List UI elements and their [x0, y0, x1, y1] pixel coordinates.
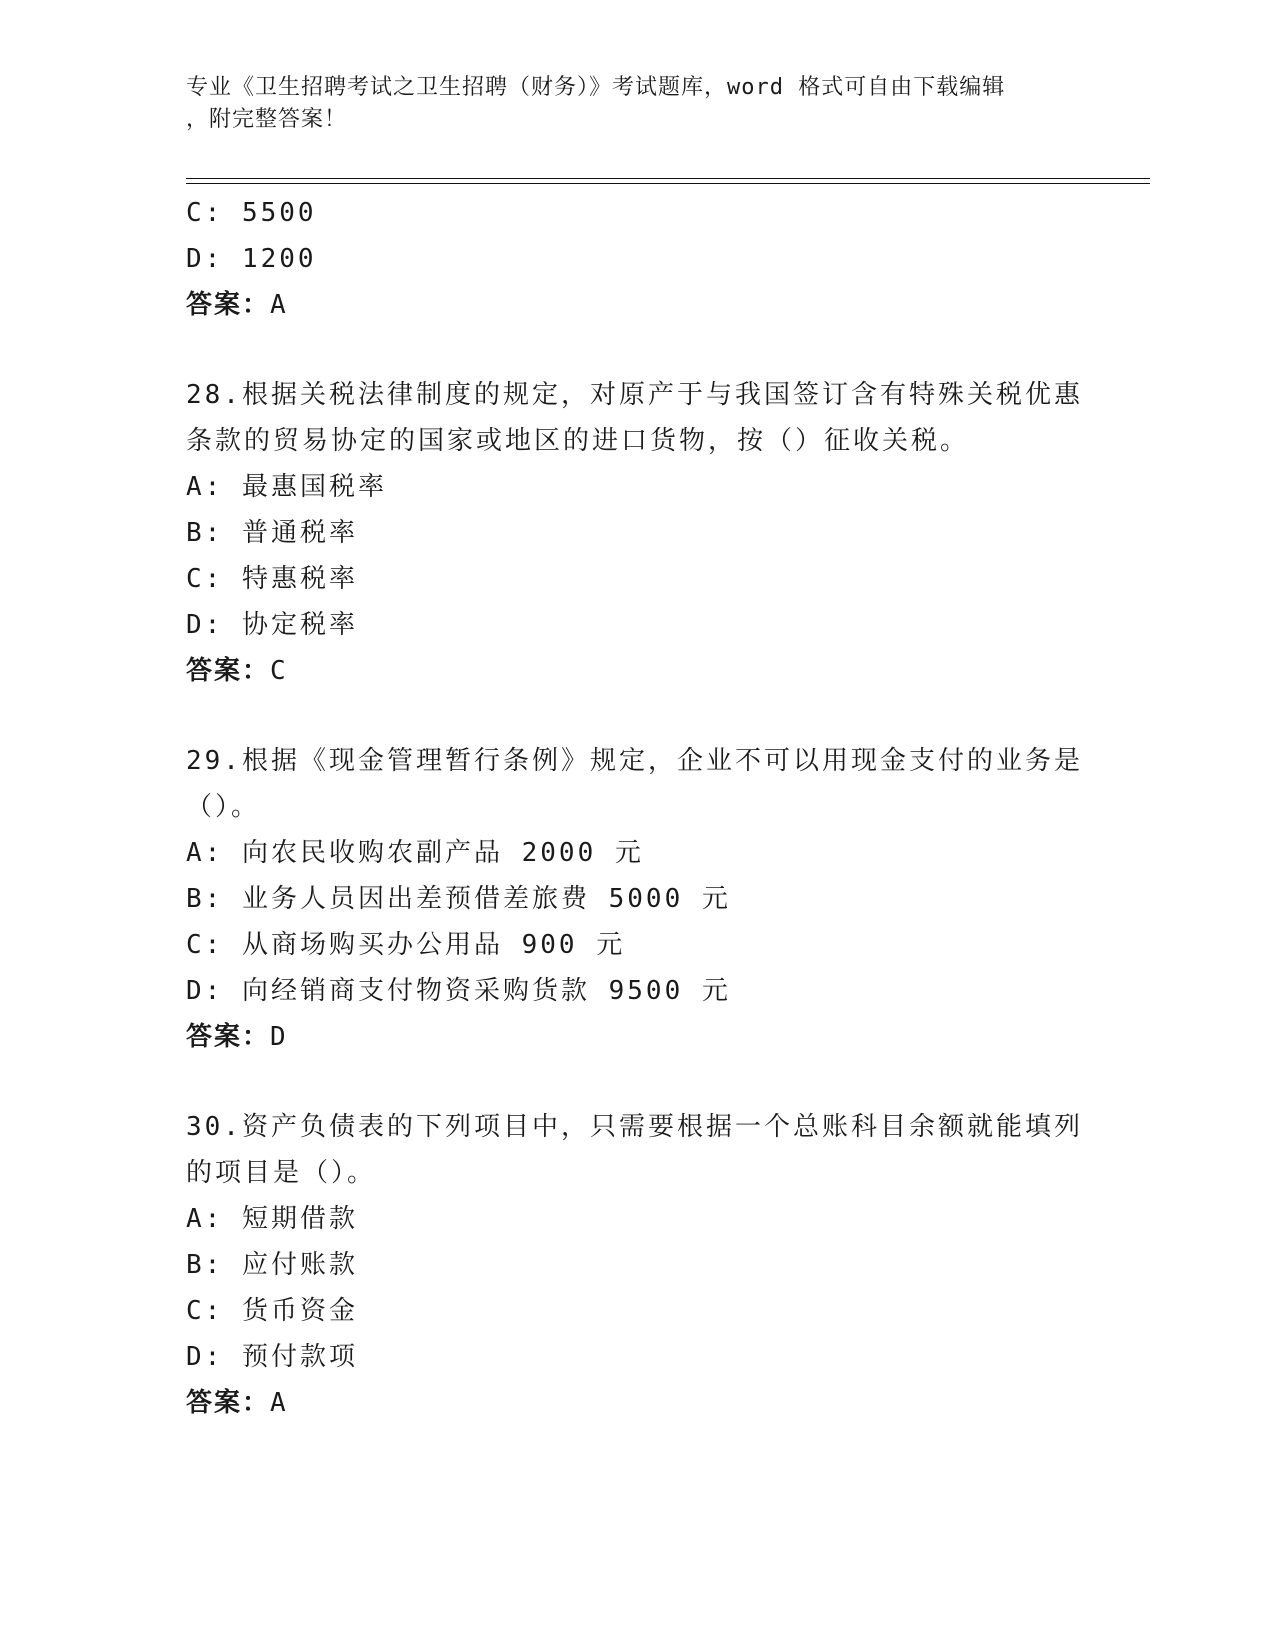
- answer: [186, 1014, 1086, 1060]
- option-d: D: 预付款项: [186, 1342, 358, 1372]
- question-29: [186, 738, 1086, 1060]
- answer-value: C: [270, 656, 288, 686]
- header-line-1: 专业《卫生招聘考试之卫生招聘（财务）》考试题库，word 格式可自由下载编辑: [186, 75, 1006, 100]
- previous-question-tail: [186, 190, 1086, 328]
- question-text-line: 29.根据《现金管理暂行条例》规定，企业不可以用现金支付的业务是: [186, 746, 1083, 776]
- option-c: C: 特惠税率: [186, 564, 358, 594]
- question-text-line: 28.根据关税法律制度的规定，对原产于与我国签订含有特殊关税优惠: [186, 380, 1083, 410]
- answer-label: 答案：: [186, 1388, 271, 1418]
- answer: [186, 648, 1086, 694]
- option-d: D: 向经销商支付物资采购货款 9500 元: [186, 976, 731, 1006]
- option-c: C: 货币资金: [186, 1296, 358, 1326]
- question-30: [186, 1104, 1086, 1426]
- option-a: A: 向农民收购农副产品 2000 元: [186, 838, 644, 868]
- answer: [186, 1380, 1086, 1426]
- option-c: C: 从商场购买办公用品 900 元: [186, 930, 626, 960]
- option-b: B: 应付账款: [186, 1250, 358, 1280]
- answer-label: 答案：: [186, 290, 271, 320]
- answer-value: A: [270, 1388, 288, 1418]
- answer-value: A: [270, 290, 288, 320]
- question-text-line: 的项目是（）。: [186, 1158, 377, 1188]
- question-list: [186, 190, 1086, 1426]
- answer-label: 答案：: [186, 656, 271, 686]
- page-header: [186, 72, 1066, 136]
- option-d: D: 1200: [186, 244, 317, 274]
- option-a: A: 短期借款: [186, 1204, 358, 1234]
- option-d: D: 协定税率: [186, 610, 358, 640]
- option-a: A: 最惠国税率: [186, 472, 387, 502]
- header-line-2: ，附完整答案！: [186, 107, 348, 132]
- header-divider-bottom: [186, 183, 1150, 184]
- question-28: [186, 372, 1086, 694]
- option-b: B: 普通税率: [186, 518, 358, 548]
- option-c: C: 5500: [186, 198, 317, 228]
- answer-value: D: [270, 1022, 288, 1052]
- option-b: B: 业务人员因出差预借差旅费 5000 元: [186, 884, 731, 914]
- answer: [186, 282, 1086, 328]
- answer-label: 答案：: [186, 1022, 271, 1052]
- header-divider-top: [186, 178, 1150, 179]
- question-text-line: 条款的贸易协定的国家或地区的进口货物，按（）征收关税。: [186, 426, 970, 456]
- question-text-line: （）。: [186, 792, 261, 822]
- question-text-line: 30.资产负债表的下列项目中，只需要根据一个总账科目余额就能填列: [186, 1112, 1083, 1142]
